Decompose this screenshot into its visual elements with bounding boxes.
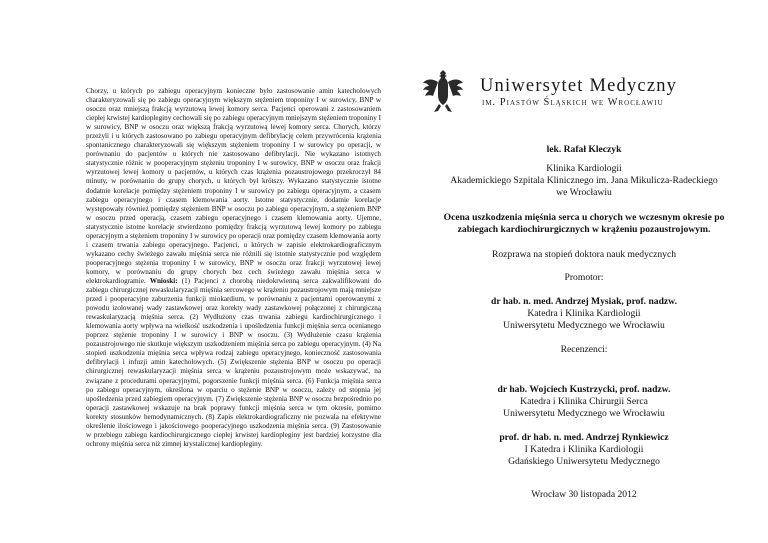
abstract-paragraph (86, 87, 381, 449)
affiliation-line-2: Akademickiego Szpitala Klinicznego im. Jana Mikulicza-Radeckiego (450, 175, 718, 186)
abstract-text (86, 87, 381, 449)
thesis-title-line-2: zabiegach kardiochirurgicznych w krążeniu pozaustrojowym. (457, 224, 711, 235)
reviewer-2-university: Gdańskiego Uniwersytetu Medycznego (508, 456, 660, 467)
promotor-dept: Katedra i Klinika Kardiologii (527, 308, 641, 319)
reviewer-1-dept: Katedra i Klinika Chirurgii Serca (520, 396, 648, 407)
date-place: Wrocław 30 listopada 2012 (531, 489, 637, 500)
eagle-logo-icon (422, 66, 464, 114)
promotor-university: Uniwersytetu Medycznego we Wrocławiu (503, 320, 665, 331)
reviewer-2-name: prof. dr hab. n. med. Andrzej Rynkiewicz (499, 432, 669, 443)
affiliation-line-1: Klinika Kardiologii (546, 163, 622, 174)
thesis-title-line-1: Ocena uszkodzenia mięśnia serca u chorych we wczesnym okresie po (443, 212, 725, 223)
conclusions-text: (1) Pacjenci z chorobą niedokrwienną serca zakwalifikowani do zabiegu chirurgicznej rewaskularyzacji mięśnia sercowego w krążeniu pozaustrojowym mają mniejsze przed i pooperacyjne zaburzenia funkcji miokardium, w porównaniu z pacjentami operowanymi z powodu izolowanej wady zastawkowej oraz korekty wady zastawkowej połączonej z chirurgiczną rewaskularyzacją mięśnia serca. (2) Wydłużony czas trwania zabiegu kardiochirurgicznego i klemowania aorty wpływa na wielkość uszkodzenia i upośledzenia funkcji mięśnia serca ocenianego poprzez stężenie troponiny I w surowicy i BNP w osoczu. (3) Wydłużenie czasu krążenia pozaustrojowego nie skutkuje większym uszkodzeniem mięśnia serca po zabiegu operacyjnym. (4) Na stopień uszkodzenia mięśnia serca wpływa rodzaj zabiegu operacyjnego, konieczność zastosowania defibrylacji i infuzji amin katecholowych. (5) Zwiększenie stężenia BNP w osoczu po operacji chirurgicznej rewaskularyzacji mięśnia serca w krążeniu pozaustrojowym może wskazywać, na związane z procedurami operacyjnymi, pogorszenie funkcji mięśnia serca. (6) Funkcja mięśnia serca po zabiegu operacyjnym, określona w oparciu o stężenie BNP w osoczu, zależy od stopnia jej upośledzenia przed zabiegiem operacyjnym. (7) Zwiększenie stężenia BNP w osoczu bezpośrednio po operacji zastawkowej wskazuje na brak poprawy funkcji mięśnia serca w tym okresie, pomimo korekty stosunków hemodynamicznych. (8) Zapis elektrokardiograficzny nie pozwala na efektywne określenie ilościowego i jakościowego pooperacyjnego uszkodzenia mięśnia serca. (9) Zastosowanie w przebiegu zabiegu kardiochirurgicznego ciepłej krwistej kardiopleginy jest bardziej korzystne dla ochrony mięśnia serca niż zimnej krystalicznej kardiopleginy. (86, 276, 381, 448)
reviewer-1-name: dr hab. Wojciech Kustrzycki, prof. nadzw. (497, 384, 671, 395)
reviewers-label: Recenzenci: (560, 344, 608, 355)
promotor-name: dr hab. n. med. Andrzej Mysiak, prof. nadzw. (491, 296, 677, 307)
thesis-type: Rozprawa na stopień doktora nauk medycznych (491, 249, 677, 260)
conclusions-label: Wnioski: (149, 276, 178, 285)
university-subtitle: im. Piastów Śląskich we Wrocławiu (482, 97, 664, 108)
reviewer-1-university: Uniwersytetu Medycznego we Wrocławiu (503, 408, 665, 419)
results-text: Chorzy, u których po zabiegu operacyjnym konieczne było zastosowanie amin katecholowych charakteryzowali się po zabiegu operacyjnym większym stężeniem troponiny I w surowicy, BNP w osoczu oraz mniejszą frakcją wyrzutową lewej komory serca. Pacjenci operowani z zastosowaniem ciepłej krwistej kardiopleginy cechowali się po zabiegu operacyjnym mniejszym stężeniem troponiny I w surowicy, BNP w osoczu oraz większą frakcją wyrzutową lewej komory serca. Chorych, którzy przeżyli i u których zastosowano po zabiegu operacyjnym defibrylację celem przywrócenia krążenia spontanicznego charakteryzowali się większym stężeniem troponiny I w surowicy po operacji, w porównaniu do pacjentów u których nie zastosowano defibrylacji. Nie wykazano istotnych statystycznie różnic w pooperacyjnym stężeniu troponiny I w surowicy, BNP w osoczu oraz frakcji wyrzutowej lewej komory u pacjentów, u których czas krążenia pozaustrojowego przekroczył 84 minuty, w porównaniu do grupy chorych, u których był krótszy. Wykazano statystycznie istotne dodatnie korelacje pomiędzy stężeniem troponiny I w surowicy po zabiegu operacyjnym, a czasem zabiegu operacyjnego i czasem klemowania aorty. Istotne statystycznie, dodatnie korelacje występowały również pomiędzy stężeniem BNP w osoczu po zabiegu operacyjnym, a stężeniem BNP w osoczu przed operacją, czasem zabiegu operacyjnego i czasem klemowania aorty. Ujemne, statystycznie istotne korelacje stwierdzono pomiędzy frakcją wyrzutową lewej komory po zabiegu operacyjnym a stężeniem troponiny I w surowicy po operacji oraz pomiędzy czasem klemowania aorty i czasem trwania zabiegu operacyjnego. Pacjenci, u których w zapisie elektrokardiograficznym wykazano cechy świeżego zawału mięśnia serca nie różnili się istotnie statystycznie pod względem pooperacyjnego stężenia troponiny I w surowicy, BNP w osoczu oraz frakcji wyrzutowej lewej komory, w porównaniu do grupy chorych bez cech świeżego zawału mięśnia serca w elektrokardiogramie. (86, 87, 381, 285)
university-name: Uniwersytet Medyczny (480, 76, 678, 96)
affiliation-line-3: we Wrocławiu (556, 187, 612, 198)
reviewer-2-dept: I Katedra i Klinika Kardiologii (524, 444, 644, 455)
promotor-label: Promotor: (564, 272, 604, 283)
author-name: lek. Rafał Kleczyk (546, 144, 622, 155)
